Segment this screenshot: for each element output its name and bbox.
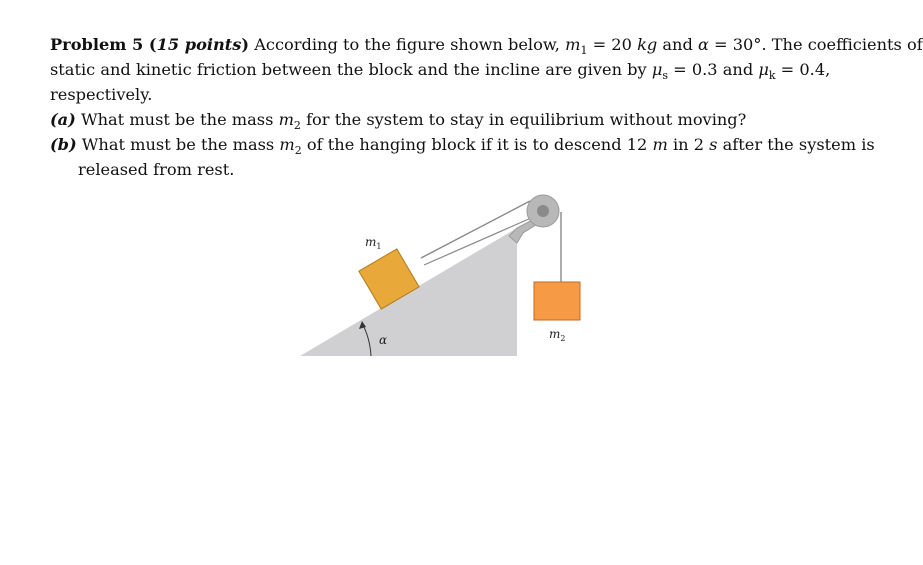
part-a: (a) What must be the mass $m_2$ for the system to stay in equilibrium without moving?	[50, 110, 747, 133]
problem-label: Problem 5	[50, 35, 144, 54]
figure-svg	[295, 188, 595, 363]
label-alpha: α	[379, 333, 388, 347]
alpha-symbol: α	[697, 35, 709, 54]
mu-k-symbol: $\mu_k$	[758, 60, 776, 83]
label-m2: $m_2$	[549, 327, 566, 343]
m1-symbol: $m_1$	[565, 35, 588, 58]
incline-pulley-figure	[295, 188, 595, 363]
label-m1: $m_1$	[365, 235, 382, 251]
problem-points: 15 points	[156, 35, 242, 54]
part-a-label: (a)	[50, 110, 76, 129]
problem-line-2: static and kinetic friction between the block and the incline are given by $\mu_s = 0.3$ and $\mu_k = 0.4$,	[50, 60, 831, 83]
mu-s-symbol: $\mu_s$	[651, 60, 668, 83]
problem-statement	[50, 32, 923, 182]
part-b: (b) What must be the mass $m_2$ of the hanging block if it is to descend 12 m in 2 s after the system is	[50, 135, 875, 158]
block-m2	[534, 282, 580, 320]
problem-line-1: Problem 5 (15 points) According to the figure shown below, $m_1 = 20$ kg and α = 30°. The coefficients of	[50, 35, 923, 58]
part-b-continued: released from rest.	[78, 160, 235, 179]
problem-line-3: respectively.	[50, 85, 153, 104]
pulley-hub	[537, 205, 549, 217]
part-b-label: (b)	[50, 135, 77, 154]
